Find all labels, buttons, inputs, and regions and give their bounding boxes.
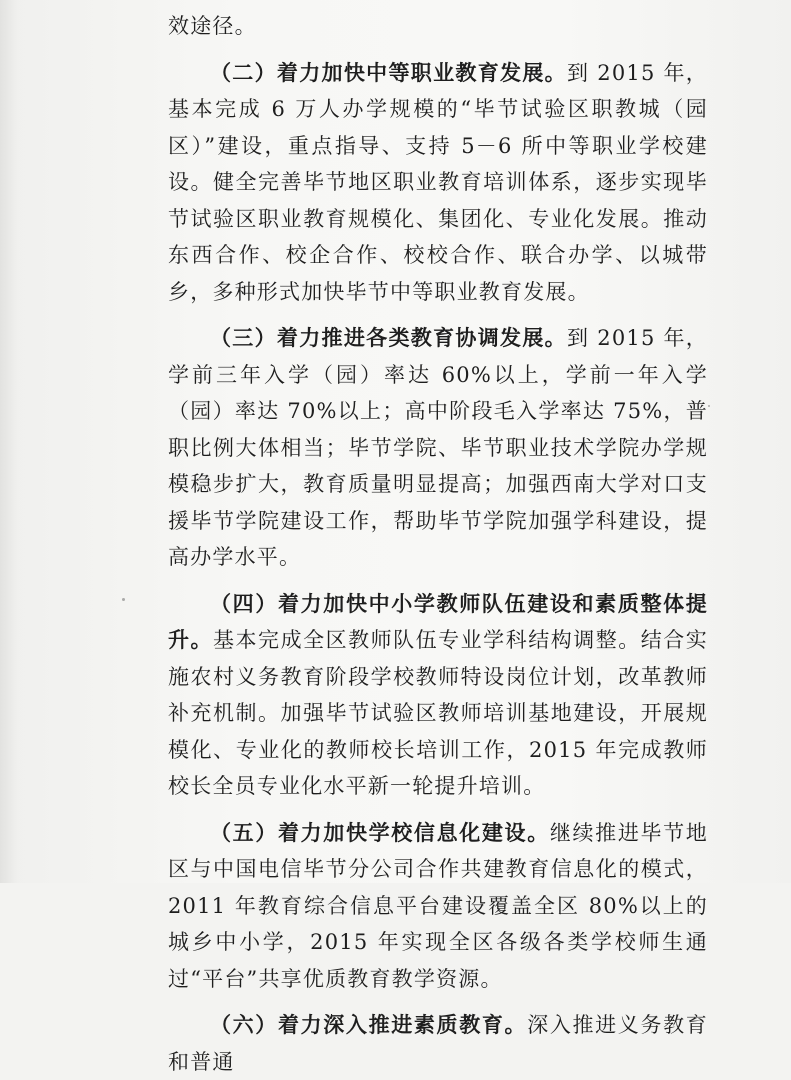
paragraph-heading: （五）着力加快学校信息化建设。 [210,819,550,845]
paragraph-text: 深入推进义务教育和普通 [168,1013,708,1074]
paragraph-heading: （四）着力加快中小学教师队伍建设和素质整体提升。 [168,590,708,652]
paragraph-continuation [168,8,708,45]
paragraph-text: 效途径。 [168,14,257,38]
paragraph-teacher-team [168,586,708,805]
paragraph-informatization [168,815,708,998]
paragraph-text: 基本完成全区教师队伍专业学科结构调整。结合实施农村义务教育阶段学校教师特设岗位计划，改革教师补充机制。加强毕节试验区教师培训基地建设，开展规模化、专业化的教师校长培训工作，2015 年完成教师校长全员专业化水平新一轮提升培训。 [168,628,708,798]
paragraph-heading: （六）着力深入推进素质教育。 [210,1012,528,1037]
paragraph-text: 到 2015 年，学前三年入学（园）率达 60%以上，学前一年入学（园）率达 70%以上；高中阶段毛入学率达 75%，普职比例大体相当；毕节学院、毕节职业技术学院办学规模稳步扩大，教育质量明显提高；加强西南大学对口支援毕节学院建设工作，帮助毕节学院加强学科建设，提高办学水平。 [168,326,709,569]
paragraph-heading: （三）着力推进各类教育协调发展。 [210,325,567,350]
paragraph-quality-education [168,1007,708,1080]
paragraph-vocational-education [168,55,708,311]
paragraph-coordinated-development [168,320,708,576]
paragraph-text: 继续推进毕节地区与中国电信毕节分公司合作共建教育信息化的模式，2011 年教育综合信息平台建设覆盖全区 80%以上的城乡中小学，2015 年实现全区各级各类学校师生通过“平台”共享优质教育教学资源。 [168,820,708,991]
scan-speck [122,598,125,601]
document-body [168,8,708,1080]
scan-speck [708,405,710,407]
paragraph-heading: （二）着力加快中等职业教育发展。 [210,59,567,85]
paragraph-text: 到 2015 年，基本完成 6 万人办学规模的“毕节试验区职教城（园区）”建设，重点指导、支持 5－6 所中等职业学校建设。健全完善毕节地区职业教育培训体系，逐步实现毕节试验区职业教育规模化、集团化、专业化发展。推动东西合作、校企合作、校校合作、联合办学、以城带乡，多种形式加快毕节中等职业教育发展。 [168,60,709,304]
scan-shadow-edge [0,0,18,883]
